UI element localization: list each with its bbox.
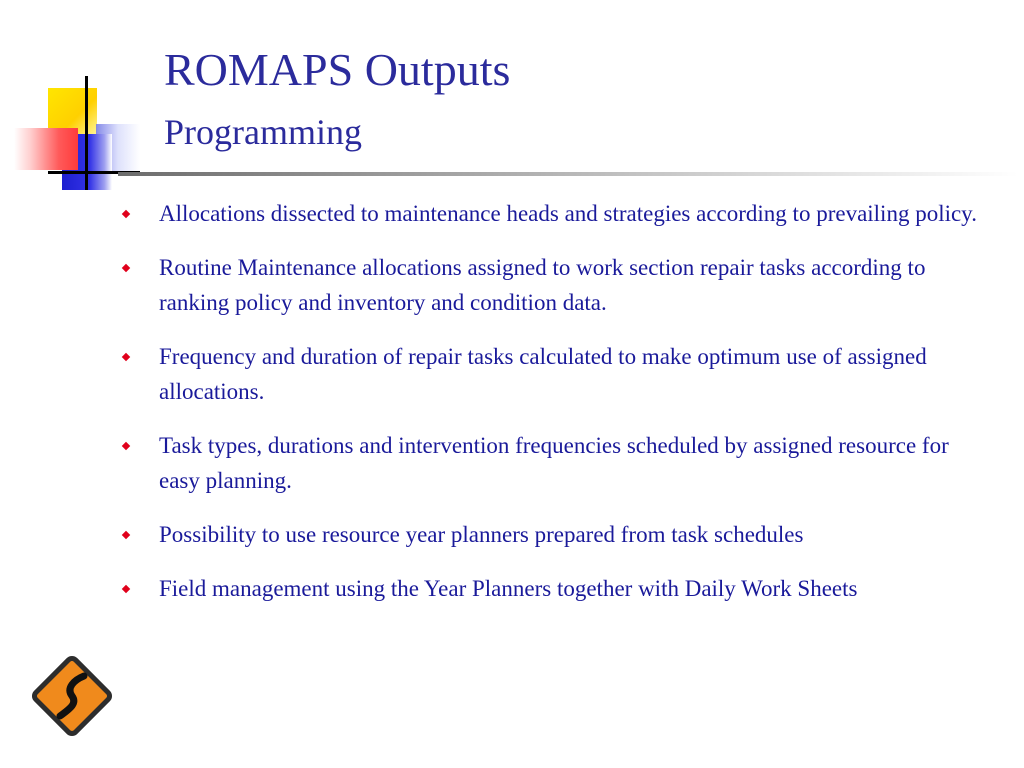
- bullet-item: [118, 571, 978, 606]
- bullet-item: [118, 517, 978, 552]
- diamond-bullet-icon: [122, 210, 130, 218]
- bullet-text: Task types, durations and intervention frequencies scheduled by assigned resource for easy planning.: [159, 433, 949, 493]
- diamond-bullet-icon: [122, 585, 130, 593]
- bullet-text: Frequency and duration of repair tasks calculated to make optimum use of assigned allocations.: [159, 344, 927, 404]
- bullet-item: [118, 250, 978, 320]
- diamond-bullet-icon: [122, 264, 130, 272]
- bullet-list: [118, 196, 978, 625]
- bullet-text: Allocations dissected to maintenance heads and strategies according to prevailing policy.: [159, 201, 977, 226]
- bullet-item: [118, 339, 978, 409]
- title-divider: [118, 172, 1018, 176]
- bullet-text: Field management using the Year Planners together with Daily Work Sheets: [159, 576, 858, 601]
- logo-red-square: [14, 128, 78, 170]
- diamond-bullet-icon: [122, 442, 130, 450]
- bullet-item: [118, 428, 978, 498]
- winding-road-sign-icon: [30, 654, 114, 738]
- slide-title: ROMAPS Outputs: [164, 44, 511, 95]
- slide-subtitle: Programming: [164, 112, 362, 152]
- color-squares-logo-icon: [0, 0, 160, 200]
- bullet-text: Routine Maintenance allocations assigned to work section repair tasks according to ranking policy and inventory and condition data.: [159, 255, 926, 315]
- diamond-bullet-icon: [122, 353, 130, 361]
- bullet-item: [118, 196, 978, 231]
- diamond-bullet-icon: [122, 531, 130, 539]
- bullet-text: Possibility to use resource year planners prepared from task schedules: [159, 522, 804, 547]
